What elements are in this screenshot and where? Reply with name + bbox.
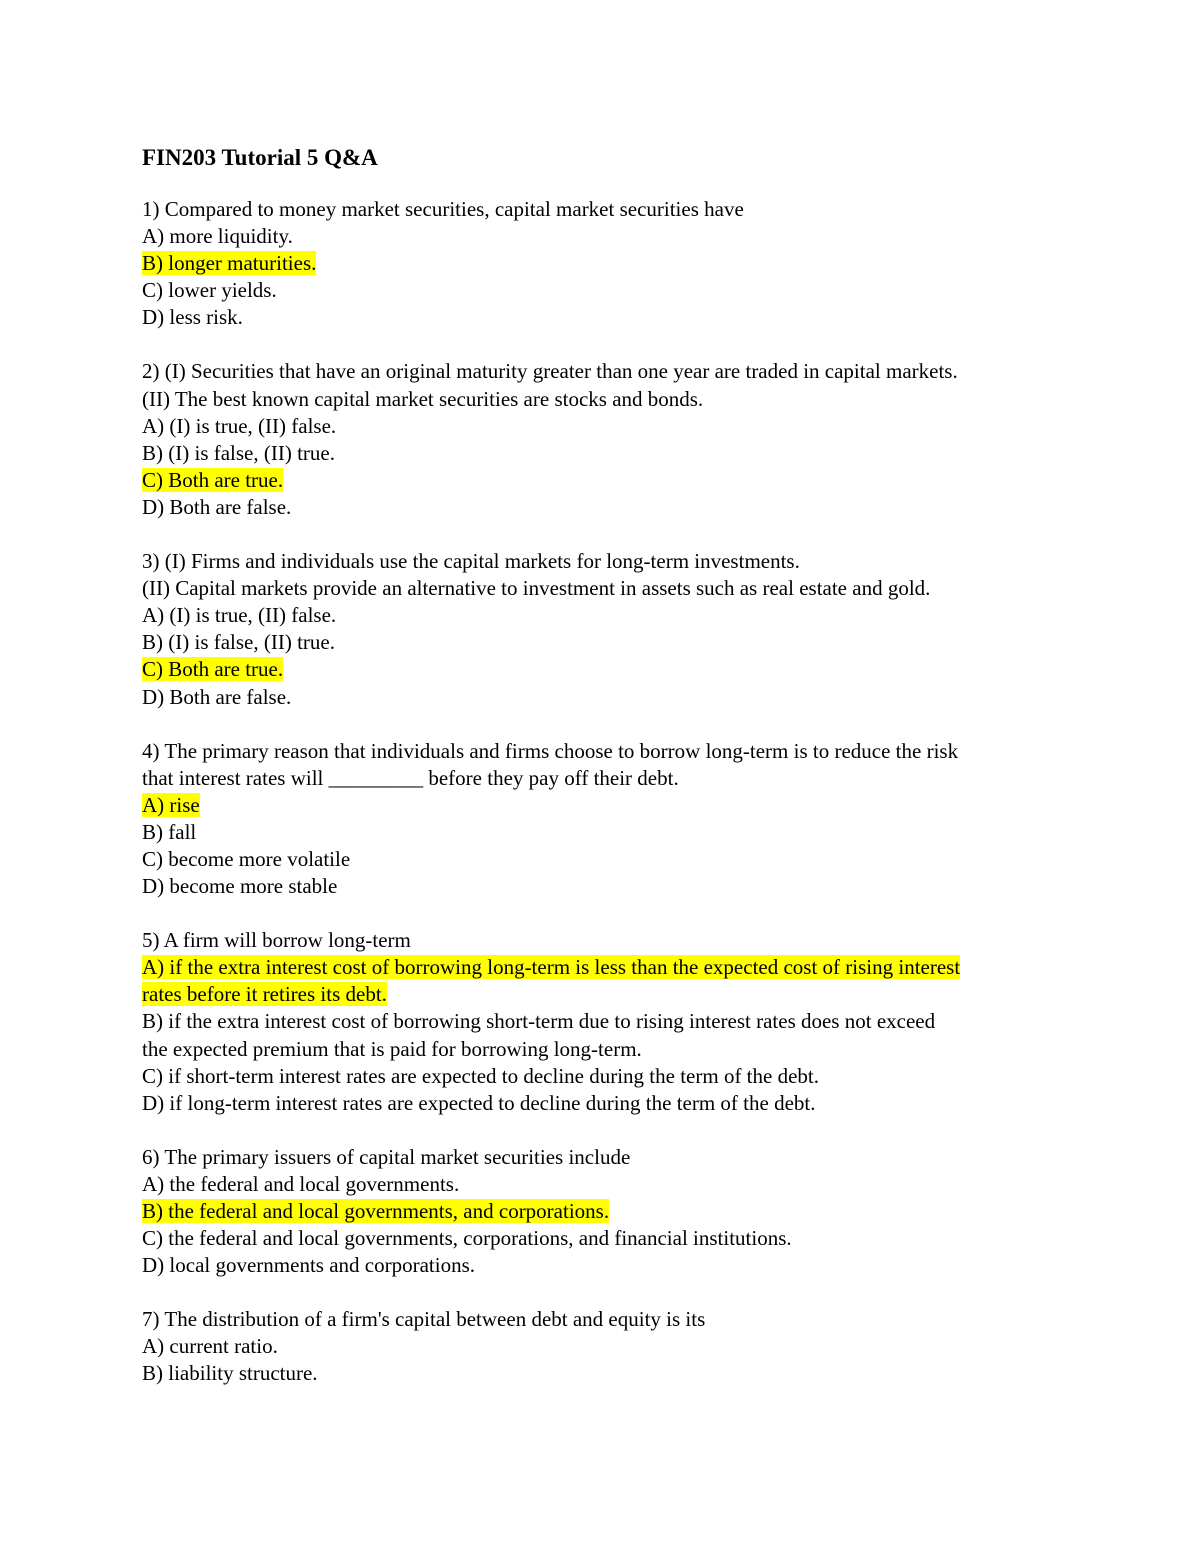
answer-option (142, 656, 1082, 683)
answer-option (142, 1090, 1082, 1117)
question-text (142, 358, 1082, 385)
answer-option (142, 277, 1082, 304)
answer-option (142, 873, 1082, 900)
answer-option (142, 954, 1082, 981)
answer-text: A) current ratio. (142, 1334, 278, 1359)
question-text (142, 927, 1082, 954)
question-list (142, 196, 1082, 1388)
answer-text: D) Both are false. (142, 494, 292, 519)
question-text (142, 386, 1082, 413)
answer-option (142, 223, 1082, 250)
answer-option (142, 467, 1082, 494)
answer-option (142, 1036, 1082, 1063)
answer-text: B) (I) is false, (II) true. (142, 630, 335, 655)
document-title: FIN203 Tutorial 5 Q&A (142, 145, 378, 170)
document-page (142, 142, 1082, 1415)
answer-option (142, 792, 1082, 819)
question-text-span: 4) The primary reason that individuals and firms choose to borrow long-term is to reduce the risk (142, 738, 959, 763)
question-text (142, 738, 1082, 765)
question-text-span: 3) (I) Firms and individuals use the capital markets for long-term investments. (142, 549, 800, 574)
answer-option (142, 602, 1082, 629)
answer-option (142, 1225, 1082, 1252)
answer-option (142, 1171, 1082, 1198)
answer-option (142, 684, 1082, 711)
question-7 (142, 1306, 1082, 1387)
answer-option (142, 846, 1082, 873)
answer-option (142, 1063, 1082, 1090)
answer-text: A) (I) is true, (II) false. (142, 413, 337, 438)
highlighted-answer: A) if the extra interest cost of borrowing long-term is less than the expected cost of rising interest (142, 955, 961, 980)
highlighted-answer: A) rise (142, 792, 200, 817)
question-text (142, 575, 1082, 602)
question-5 (142, 927, 1082, 1117)
answer-text: the expected premium that is paid for borrowing long-term. (142, 1036, 642, 1061)
answer-text: D) Both are false. (142, 684, 292, 709)
answer-text: D) become more stable (142, 874, 338, 899)
highlighted-answer: rates before it retires its debt. (142, 982, 387, 1007)
question-text-span: (II) The best known capital market securities are stocks and bonds. (142, 386, 704, 411)
answer-option (142, 1252, 1082, 1279)
question-text-span: 1) Compared to money market securities, capital market securities have (142, 197, 744, 221)
question-1 (142, 196, 1082, 331)
question-text-span: 7) The distribution of a firm's capital between debt and equity is its (142, 1307, 706, 1332)
answer-option (142, 250, 1082, 277)
question-text-span: 2) (I) Securities that have an original maturity greater than one year are traded in capital markets. (142, 359, 958, 384)
question-text (142, 765, 1082, 792)
answer-option (142, 494, 1082, 521)
answer-text: C) if short-term interest rates are expected to decline during the term of the debt. (142, 1063, 819, 1088)
question-text-span: 5) A firm will borrow long-term (142, 928, 411, 953)
answer-text: B) fall (142, 819, 197, 844)
question-3 (142, 548, 1082, 711)
answer-text: D) if long-term interest rates are expected to decline during the term of the debt. (142, 1090, 816, 1115)
highlighted-answer: C) Both are true. (142, 657, 284, 682)
answer-option (142, 1333, 1082, 1360)
answer-text: C) the federal and local governments, corporations, and financial institutions. (142, 1226, 792, 1251)
answer-text: D) less risk. (142, 305, 243, 330)
answer-text: B) (I) is false, (II) true. (142, 440, 335, 465)
answer-text: A) (I) is true, (II) false. (142, 603, 337, 628)
question-2 (142, 358, 1082, 521)
answer-option (142, 440, 1082, 467)
question-text-span: 6) The primary issuers of capital market securities include (142, 1144, 631, 1169)
answer-text: C) lower yields. (142, 278, 277, 303)
answer-text: C) become more volatile (142, 846, 351, 871)
question-6 (142, 1144, 1082, 1279)
answer-option (142, 304, 1082, 331)
answer-text: A) more liquidity. (142, 224, 293, 249)
question-4 (142, 738, 1082, 901)
question-text (142, 1144, 1082, 1171)
answer-option (142, 1008, 1082, 1035)
answer-option (142, 629, 1082, 656)
answer-option (142, 981, 1082, 1008)
answer-option (142, 1360, 1082, 1387)
highlighted-answer: B) the federal and local governments, and corporations. (142, 1199, 610, 1223)
highlighted-answer: B) longer maturities. (142, 251, 317, 276)
question-text (142, 1306, 1082, 1333)
question-text-span: (II) Capital markets provide an alternative to investment in assets such as real estate and gold. (142, 576, 931, 601)
question-text-span: that interest rates will _________ before they pay off their debt. (142, 765, 679, 790)
answer-option (142, 819, 1082, 846)
answer-text: A) the federal and local governments. (142, 1171, 460, 1196)
question-text (142, 196, 1082, 223)
answer-text: B) liability structure. (142, 1361, 318, 1386)
answer-option (142, 1198, 1082, 1225)
question-text (142, 548, 1082, 575)
answer-text: D) local governments and corporations. (142, 1253, 475, 1278)
answer-text: B) if the extra interest cost of borrowing short-term due to rising interest rates does not exceed (142, 1009, 936, 1034)
answer-option (142, 413, 1082, 440)
highlighted-answer: C) Both are true. (142, 467, 284, 492)
